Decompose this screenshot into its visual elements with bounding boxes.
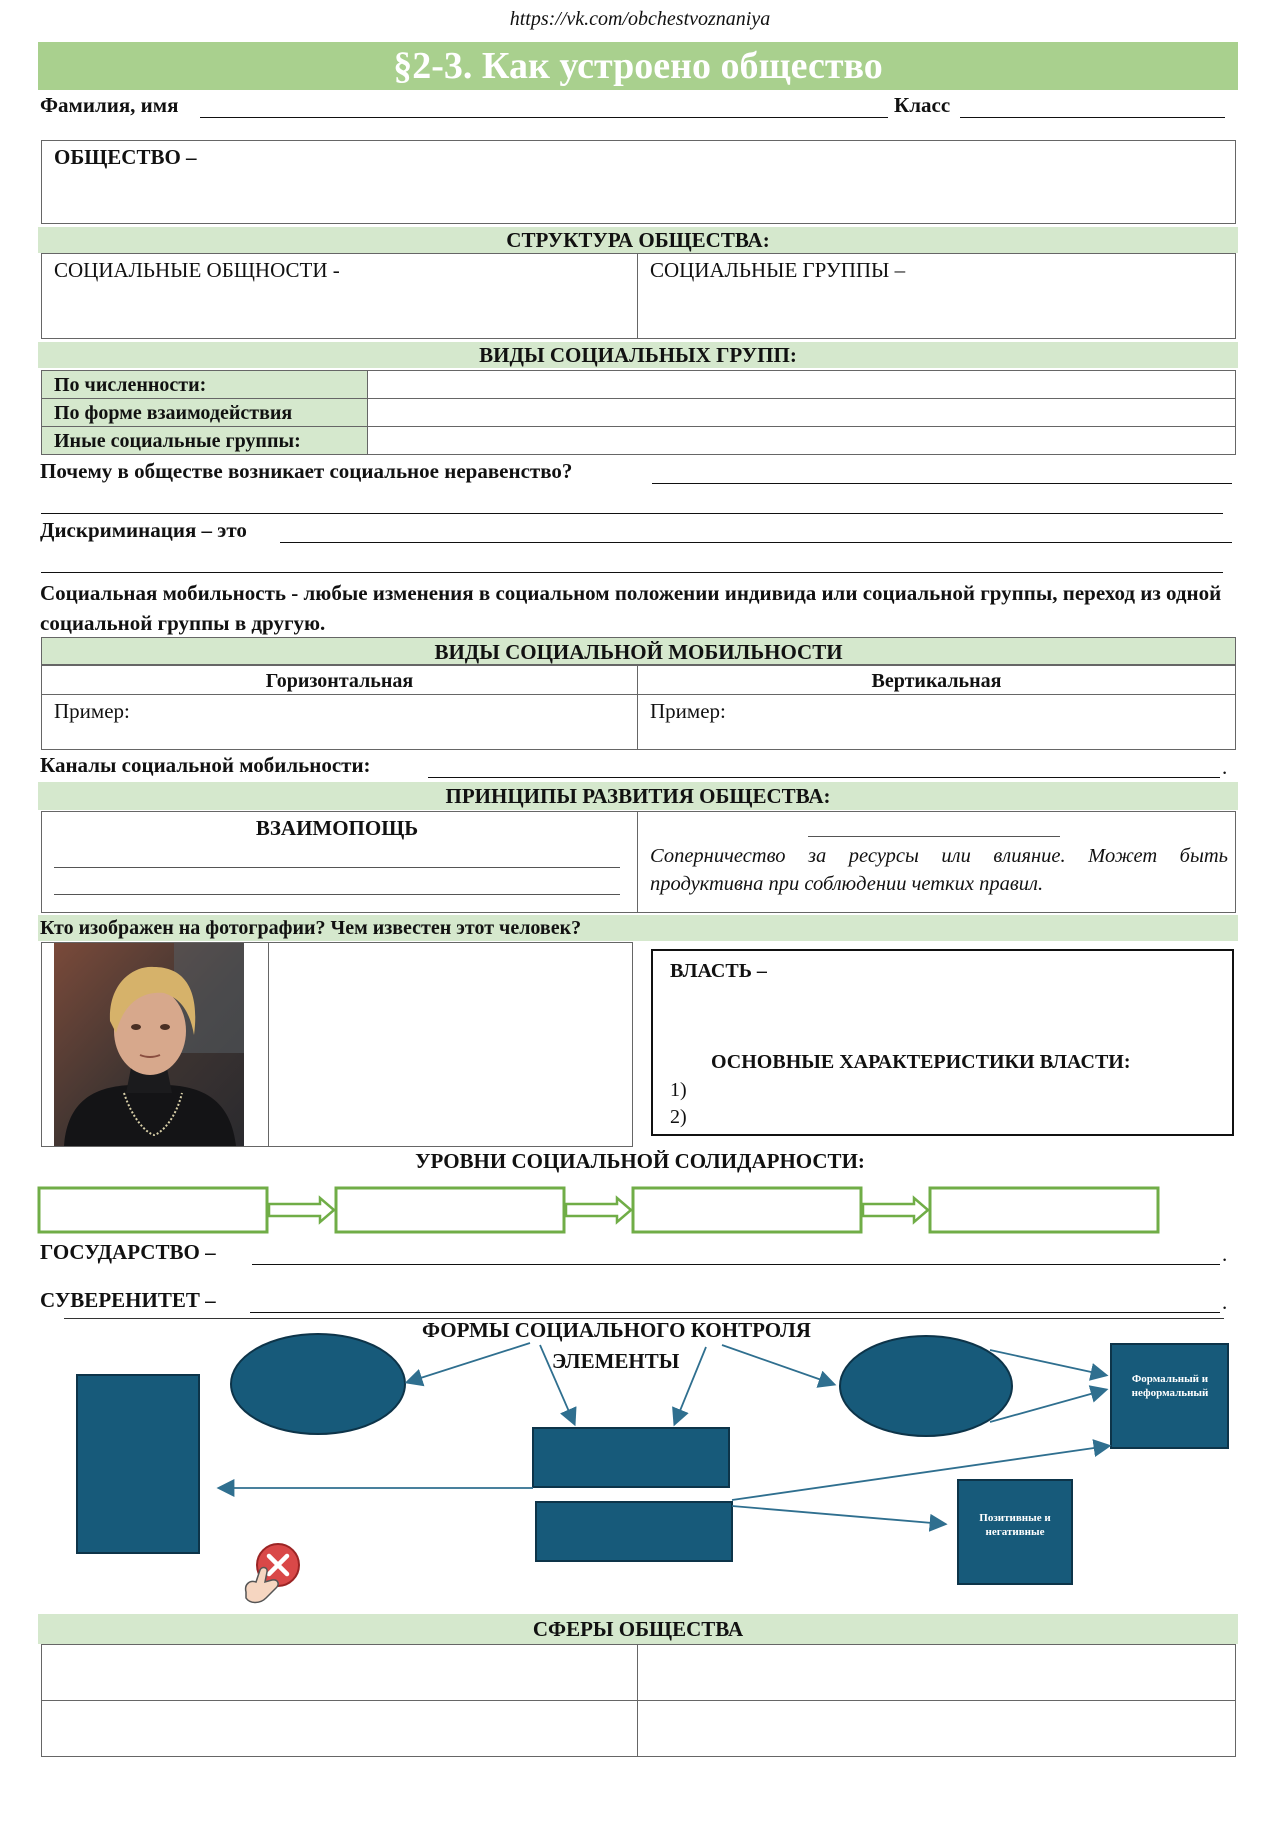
source-url[interactable]: https://vk.com/obchestvoznaniya: [509, 8, 771, 30]
vertical-label: Вертикальная: [637, 665, 1236, 695]
rivalry-description: Соперничество за ресурсы или влияние. Может быть продуктивна при соблюдении четких правил.: [650, 845, 1228, 895]
class-field[interactable]: [960, 117, 1225, 118]
line-end-dot: .: [1222, 1290, 1228, 1314]
name-field[interactable]: [200, 117, 888, 118]
answer-line[interactable]: [250, 1312, 1220, 1313]
example-label: Пример:: [54, 699, 130, 723]
line-end-dot: .: [1222, 755, 1228, 779]
class-label: Класс: [894, 93, 951, 117]
control-elements-title: ЭЛЕМЕНТЫ: [552, 1349, 680, 1373]
social-control-diagram: [0, 1330, 1280, 1610]
arrow-right-icon: [566, 1198, 631, 1222]
structure-right-cell[interactable]: [637, 253, 1236, 339]
structure-left-cell[interactable]: [41, 253, 638, 339]
answer-line[interactable]: [428, 777, 1220, 778]
power-item: 2): [670, 1106, 687, 1128]
horizontal-example-cell[interactable]: [41, 694, 638, 750]
answer-line[interactable]: [808, 836, 1060, 837]
vertical-example-cell[interactable]: [637, 694, 1236, 750]
solidarity-box-4: [930, 1188, 1158, 1232]
answer-line[interactable]: [652, 483, 1232, 484]
photo-cell: [41, 942, 269, 1147]
power-item: 1): [670, 1079, 687, 1101]
power-box[interactable]: [651, 949, 1234, 1136]
hand-cancel-icon[interactable]: [236, 1540, 306, 1610]
society-label: ОБЩЕСТВО –: [54, 145, 197, 169]
groups-row-label: Иные социальные группы:: [41, 426, 368, 455]
formal-informal-label: Формальный и неформальный: [1131, 1373, 1209, 1399]
photo-answer-cell[interactable]: [268, 942, 633, 1147]
social-groups-label: СОЦИАЛЬНЫЕ ГРУППЫ –: [650, 258, 906, 282]
horizontal-label: Горизонтальная: [41, 665, 638, 695]
groups-row-label: По численности:: [41, 370, 368, 399]
example-label: Пример:: [650, 699, 726, 723]
groups-heading: ВИДЫ СОЦИАЛЬНЫХ ГРУПП:: [38, 342, 1238, 368]
control-box-center-top: [533, 1428, 729, 1487]
power-characteristics-title: ОСНОВНЫЕ ХАРАКТЕРИСТИКИ ВЛАСТИ:: [711, 1051, 1131, 1073]
spheres-cell[interactable]: [637, 1700, 1236, 1757]
solidarity-box-1: [39, 1188, 267, 1232]
channels-label: Каналы социальной мобильности:: [40, 753, 371, 777]
principles-heading: ПРИНЦИПЫ РАЗВИТИЯ ОБЩЕСТВА:: [38, 782, 1238, 810]
solidarity-box-3: [633, 1188, 861, 1232]
spheres-cell[interactable]: [637, 1644, 1236, 1701]
society-box[interactable]: [41, 140, 1236, 224]
discrimination-label: Дискриминация – это: [40, 518, 247, 542]
mobility-heading: ВИДЫ СОЦИАЛЬНОЙ МОБИЛЬНОСТИ: [41, 637, 1236, 665]
solidarity-diagram: [30, 1180, 1210, 1240]
portrait-photo: [54, 943, 244, 1146]
answer-line[interactable]: [41, 513, 1223, 514]
state-label: ГОСУДАРСТВО –: [40, 1240, 216, 1264]
control-box-left: [77, 1375, 199, 1553]
inequality-question: Почему в обществе возникает социальное неравенство?: [40, 459, 573, 483]
control-ellipse-left: [231, 1334, 405, 1434]
spheres-heading: СФЕРЫ ОБЩЕСТВА: [38, 1614, 1238, 1644]
solidarity-box-2: [336, 1188, 564, 1232]
answer-line[interactable]: [252, 1264, 1220, 1265]
positive-negative-label: Позитивные и негативные: [979, 1512, 1051, 1538]
spheres-cell[interactable]: [41, 1644, 638, 1701]
groups-row-label: По форме взаимодействия: [41, 398, 368, 427]
spheres-cell[interactable]: [41, 1700, 638, 1757]
social-communities-label: СОЦИАЛЬНЫЕ ОБЩНОСТИ -: [54, 258, 340, 282]
control-title: ФОРМЫ СОЦИАЛЬНОГО КОНТРОЛЯ: [422, 1318, 811, 1342]
groups-row-field[interactable]: [367, 426, 1236, 455]
sovereignty-label: СУВЕРЕНИТЕТ –: [40, 1288, 216, 1312]
page-title: §2-3. Как устроено общество: [38, 42, 1238, 90]
answer-line[interactable]: [280, 542, 1232, 543]
principles-right-cell[interactable]: [637, 811, 1236, 913]
answer-line[interactable]: [54, 867, 620, 868]
principles-left-cell[interactable]: [41, 811, 638, 913]
groups-row-field[interactable]: [367, 370, 1236, 399]
mutual-aid-title: ВЗАИМОПОЩЬ: [255, 816, 419, 840]
photo-question: Кто изображен на фотографии? Чем известен этот человек?: [38, 915, 1238, 941]
groups-row-field[interactable]: [367, 398, 1236, 427]
answer-line[interactable]: [41, 572, 1223, 573]
arrow-right-icon: [863, 1198, 928, 1222]
control-box-center-bottom: [536, 1502, 732, 1561]
power-label: ВЛАСТЬ –: [670, 960, 767, 982]
solidarity-heading: УРОВНИ СОЦИАЛЬНОЙ СОЛИДАРНОСТИ:: [415, 1149, 865, 1173]
mobility-definition: Социальная мобильность - любые изменения в социальном положении индивида или социальной группы, переход из одной социальной группы в другую.: [40, 581, 1222, 635]
name-label: Фамилия, имя: [40, 93, 179, 117]
structure-heading: СТРУКТУРА ОБЩЕСТВА:: [38, 227, 1238, 253]
arrow-right-icon: [269, 1198, 334, 1222]
line-end-dot: .: [1222, 1242, 1228, 1266]
control-ellipse-right: [840, 1336, 1012, 1436]
answer-line[interactable]: [54, 894, 620, 895]
